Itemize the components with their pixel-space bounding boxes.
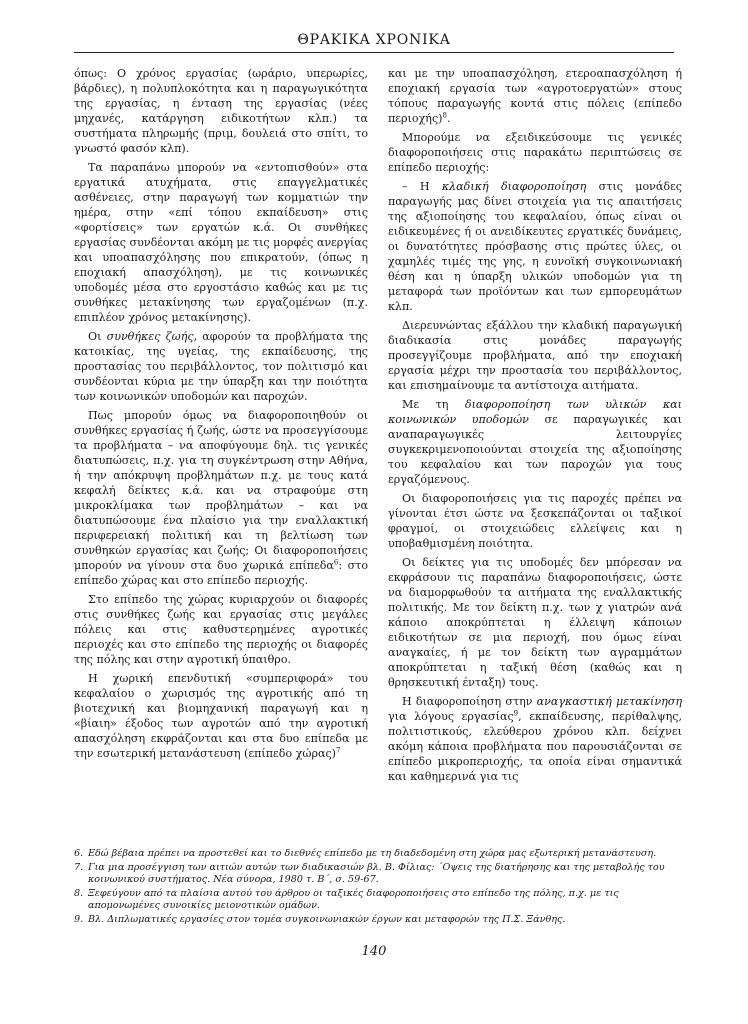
footnote [74, 914, 674, 927]
footnote-number: 8. [74, 887, 84, 899]
paragraph [74, 329, 368, 404]
footnote-ref: 7 [336, 746, 341, 755]
text-run: : στο επίπεδο χώρας και στο επίπεδο περιοχής. [74, 559, 368, 587]
text-run: Πως μπορούν όμως να διαφοροποιηθούν οι συνθήκες εργασίας ή ζωής, ώστε να προσεγγίσουμε τα προβλήματα – να αποφύγουμε δηλ. τις γενικές διατυπώσεις, π.χ. για τη συγκέντρωση στην Αθήνα, ή την απόκρυψη προβλημάτων π.χ. με τους κατά κεφαλή δείκτες κ.ά. και να στραφούμε στη μικροκλίμακα των προβλημάτων – και να διατυπώσουμε ένα πλαίσιο για την εναλλακτική περιφερειακή πολιτική και τη βελτίωση των συνθηκών εργασίας και ζωής; Οι διαφοροποιήσεις μπορούν να γίνουν στα δυο χωρικά επίπεδα [74, 409, 368, 572]
paragraph: Διερευνώντας εξάλλου την κλαδική παραγωγική διαδικασία στις μονάδες παραγωγής προσεγγίζουμε προβλήματα, από την εποχιακή εργασία μέχρι την προστασία του περιβάλλοντος, και επισημαίνουμε τα αντίστοιχα αιτήματα. [388, 319, 682, 392]
emphasis: διαφοροποίηση των υλικών και κοινωνικών υποδομών [388, 398, 682, 426]
text-run: Η διαφοροποίηση στην [402, 695, 537, 708]
footnotes [74, 848, 674, 928]
paragraph: Τα παραπάνω μπορούν να «εντοπισθούν» στα εργατικά ατυχήματα, στις επαγγελματικές ασθένειες, στην παραγωγή των κομματιών την ημέρα, στην «επί τόπου εκπαίδευση» στις «φορτίσεις» των εργατών κ.ά. Οι συνθήκες εργασίας συνδέονται ακόμη με τις μορφές ανεργίας και υποαπασχόλησης που επικρατούν, (όπως η εποχιακή απασχόληση), με τις κοινωνικές υποδομές μέσα στο εργοστάσιο καθώς και με τις συνθήκες μετακίνησης των εργαζομένων (π.χ. επιπλέον χρόνος μετακίνησης). [74, 161, 369, 324]
footnote-ref: 9 [513, 709, 519, 718]
footnote-number: 7. [74, 861, 84, 873]
paragraph [388, 397, 682, 487]
footnote [74, 862, 674, 887]
footnote-ref: 6 [333, 558, 339, 567]
text-run: – Η [402, 180, 442, 193]
emphasis: αναγκαστική μετακίνηση [536, 695, 682, 708]
text-run: και με την υποαπασχόληση, ετεροαπασχόληση ή εποχιακή εργασία των «αγροτοεργατών» στους τόπους παραγωγής κοντά στις πόλεις (επίπεδο περιοχής) [388, 67, 682, 125]
footnote-number: 6. [74, 848, 84, 859]
footnote-text: Βλ. Διπλωματικές εργασίες στον τομέα συγκοινωνιακών έργων και μεταφορών της Π.Σ. Ξάνθης. [88, 913, 566, 925]
text-run: Οι [88, 330, 107, 343]
footnote-ref: 8 [442, 111, 447, 120]
text-run: σε παραγωγικές και αναπαραγωγικές λειτουργίες συγκεκριμενοποιούνται στοιχεία της αξιοποίησης του κεφαλαίου και των παροχών για τους εργαζόμενους. [388, 413, 682, 486]
text-run: , αφορούν τα προβλήματα της κατοικίας, της υγείας, της εκπαίδευσης, της προστασίας του περιβάλλοντος, τον πολιτισμό και συνδέονται κύρια με την ύπαρξη και την ποιότητα των κοινωνικών υποδομών και παροχών. [74, 330, 368, 403]
paragraph [388, 694, 682, 784]
running-header-title: ΘΡΑΚΙΚΑ ΧΡΟΝΙΚΑ [297, 32, 451, 48]
right-column [388, 66, 682, 784]
paragraph: Στο επίπεδο της χώρας κυριαρχούν οι διαφορές στις συνθήκες ζωής και εργασίας στις μεγάλες πόλεις και στις καθυστερημένες αγροτικές περιοχές και στο επίπεδο της περιοχής οι διαφορές της πόλης και στην αγροτική ύπαιθρο. [74, 593, 368, 666]
emphasis: κλαδική διαφοροποίηση [441, 180, 587, 193]
page-number: 140 [361, 944, 387, 959]
paragraph: Οι διαφοροποιήσεις για τις παροχές πρέπει να γίνονται έτσι ώστε να ξεσκεπάζονται οι ταξικοί φραγμοί, οι στοιχειώδεις ελλείψεις και η υποβαθμισμένη ποιότητα. [388, 492, 682, 550]
paragraph: όπως: Ο χρόνος εργασίας (ωράριο, υπερωρίες, βάρδιες), η πολυπλοκότητα και η παραγωγικότητα της εργασίας, η ένταση της εργασίας (νέες μηχανές, κατάργηση ειδικοτήτων κλπ.) τα συστήματα πληρωμής (πριμ, δουλειά στο σπίτι, το γνωστό φασόν κλπ). [74, 67, 368, 155]
text-run: στις μονάδες παραγωγής μας δίνει στοιχεία για τις απαιτήσεις της αξιοποίησης του κεφαλαίου, όπως είναι οι ειδικευμένες ή οι ανειδίκευτες εργατικές δυνάμεις, οι δυνατότητες πρόσβασης στις πρώτες ύλες, οι χαμηλές τιμές της γης, η ευνοϊκή συγκοινωνιακή θέση και η ύπαρξη υλικών υποδομών για τη μεταφορά των προϊόντων και των εμπορευμάτων κλπ. [388, 180, 682, 313]
paragraph [74, 671, 368, 761]
paragraph: Οι δείκτες για τις υποδομές δεν μπόρεσαν να εκφράσουν τις παραπάνω διαφοροποιήσεις, ώστε να διαμορφωθούν τα αιτήματα της εναλλακτικής πολιτικής. Με τον δείκτη π.χ. των χ γιατρών ανά κάποιο αποκρύπτεται η έλλειψη κάποιων ειδικοτήτων σε μια περιοχή, που όμως είναι αναγκαίες, ή με τον δείκτη των αγραμμάτων αποκρύπτεται η ταξική θέση (καθώς και η θρησκευτική ένταξη) τους. [388, 556, 682, 689]
text-run: Με τη [402, 398, 465, 411]
paragraph [74, 408, 368, 588]
left-column [74, 66, 368, 761]
paragraph [388, 66, 682, 126]
footnote [74, 888, 674, 913]
footnote-text: Εδώ βέβαια πρέπει να προστεθεί και το διεθνές επίπεδο με τη διαδεδομένη στη χώρα μας εξωτερική μετανάστευση. [88, 848, 657, 859]
footnote-number: 9. [74, 913, 84, 925]
footnote-text: Για μια προσέγγιση των αιτιών αυτών των διαδικασιών βλ. Β. Φίλιας: ´Οψεις της διατήρησης και της μεταβολής του κοινωνικού συστήματος. Νέα σύνορα, 1980 τ. Β´, σ. 59-67. [88, 861, 665, 886]
paragraph: Μπορούμε να εξειδικεύσουμε τις γενικές διαφοροποιήσεις στις παρακάτω περιπτώσεις σε επίπεδο περιοχής: [388, 131, 682, 174]
emphasis: συνθήκες ζωής [106, 330, 194, 343]
paragraph [388, 179, 682, 314]
footnote [74, 848, 674, 861]
text-run: για λόγους εργασίας [388, 710, 514, 723]
text-run: . [446, 112, 451, 125]
text-run: Η χωρική επενδυτική «συμπεριφορά» του κεφαλαίου ο χωρισμός της αγροτικής από τη βιοτεχνική και βιομηχανική παραγωγή και η «βίαιη» έξοδος των αγροτών από την αγροτική απασχόληση εκφράζονται και στα δυο επίπεδα με την εσωτερική μετανάστευση (επίπεδο χώρας) [74, 672, 368, 760]
text-run: , εκπαίδευσης, περίθαλψης, πολιτιστικούς, ελεύθερου χρόνου κλπ. δείχνει ακόμη κάποια προβλήματα που παρουσιάζονται σε επίπεδο μικροπεριοχής, τα οποία είναι σημαντικά και καθημερινά για τις [388, 710, 682, 783]
footnote-text: Ξεφεύγουν από τα πλαίσια αυτού του άρθρου οι ταξικές διαφοροποιήσεις στο επίπεδο της πόλης, π.χ. με τις απομονωμένες συνοικίες μειονοτικών ομάδων. [88, 887, 619, 912]
header-rule [74, 52, 674, 53]
